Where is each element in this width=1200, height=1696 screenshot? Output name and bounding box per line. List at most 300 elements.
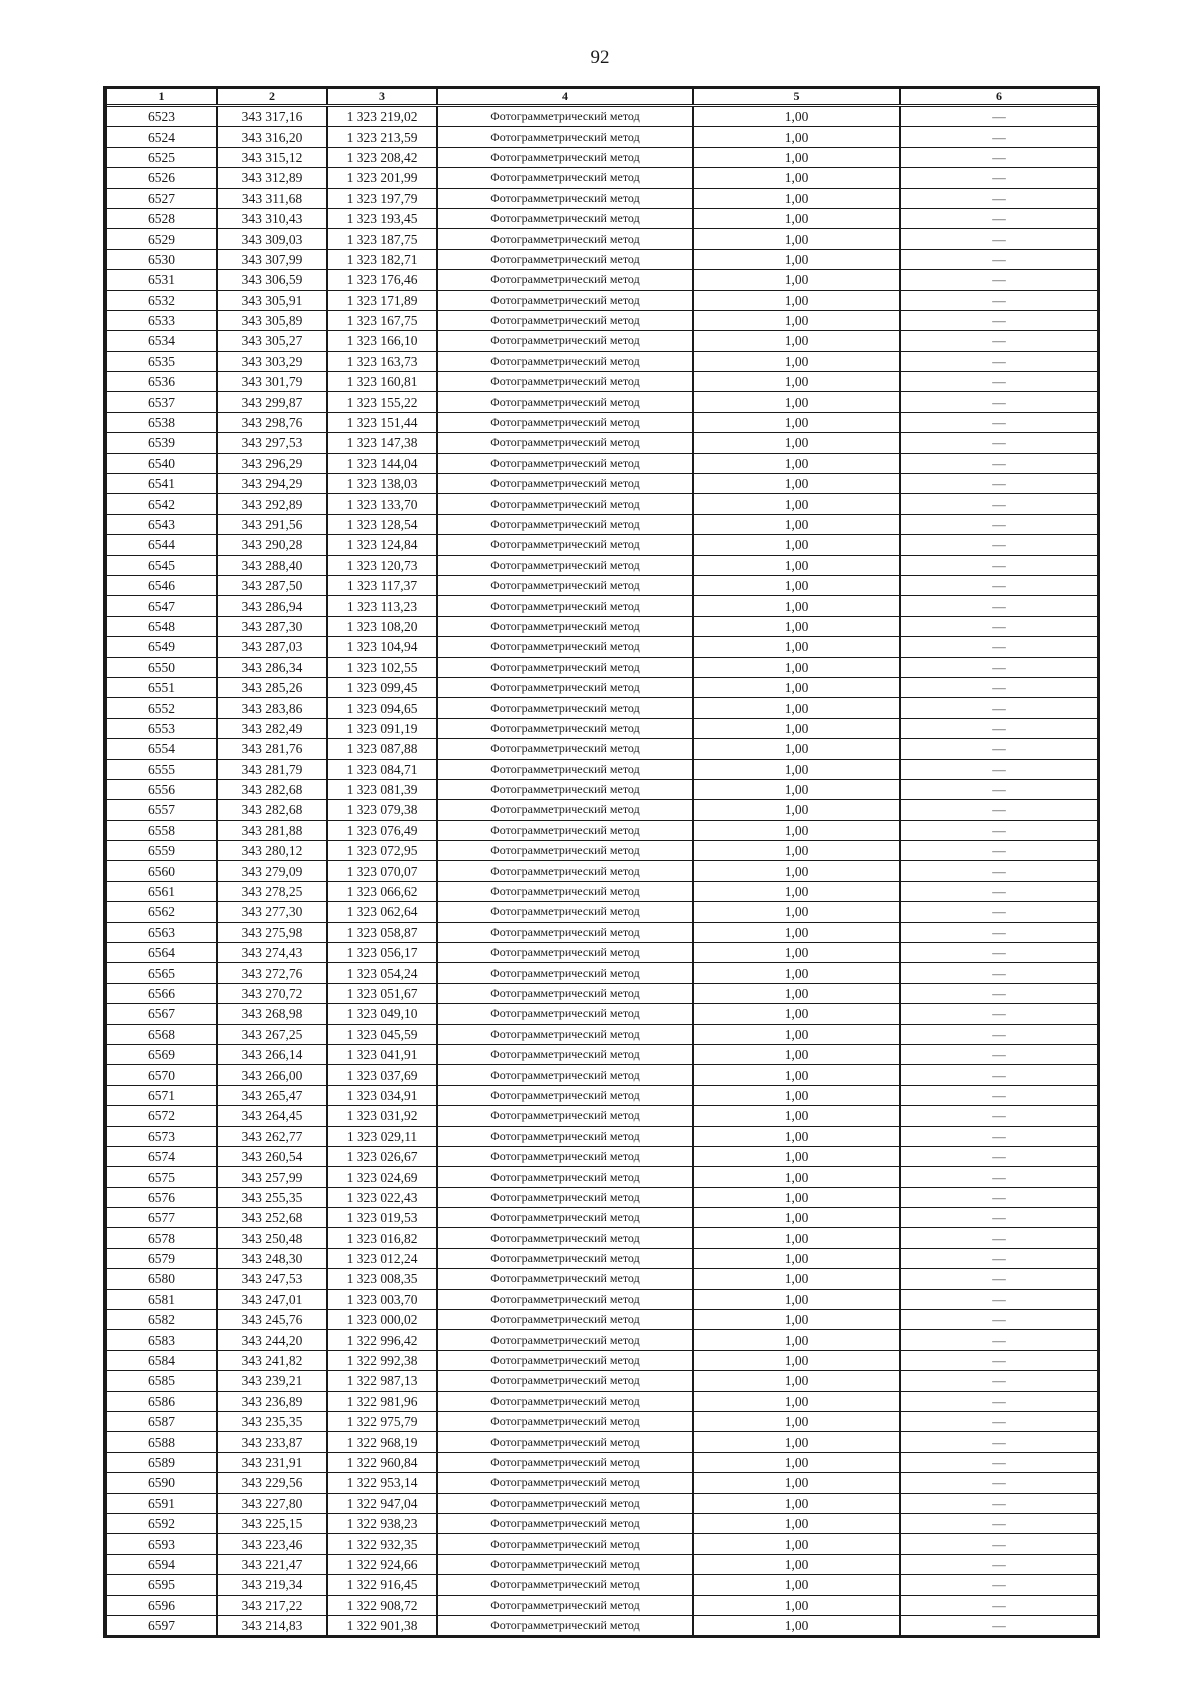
accuracy-cell: 1,00 [693,1248,900,1268]
accuracy-cell: 1,00 [693,208,900,228]
method-cell: Фотограмметрический метод [437,1575,693,1595]
table-row [107,1330,1097,1350]
method-cell: Фотограмметрический метод [437,1330,693,1350]
description-cell: — [900,841,1097,861]
x-coordinate-cell: 343 287,50 [217,575,327,595]
method-cell: Фотограмметрический метод [437,759,693,779]
x-coordinate-cell: 343 310,43 [217,208,327,228]
description-cell: — [900,1208,1097,1228]
table-row [107,1085,1097,1105]
method-cell: Фотограмметрический метод [437,1085,693,1105]
point-number-cell: 6550 [107,657,217,677]
table-row [107,779,1097,799]
y-coordinate-cell: 1 323 041,91 [327,1044,437,1064]
x-coordinate-cell: 343 305,27 [217,331,327,351]
x-coordinate-cell: 343 267,25 [217,1024,327,1044]
accuracy-cell: 1,00 [693,616,900,636]
accuracy-cell: 1,00 [693,1004,900,1024]
description-cell: — [900,290,1097,310]
x-coordinate-cell: 343 279,09 [217,861,327,881]
y-coordinate-cell: 1 322 981,96 [327,1391,437,1411]
description-cell: — [900,535,1097,555]
point-number-cell: 6576 [107,1187,217,1207]
table-row [107,1412,1097,1432]
x-coordinate-cell: 343 264,45 [217,1106,327,1126]
method-cell: Фотограмметрический метод [437,779,693,799]
table-row [107,698,1097,718]
point-number-cell: 6579 [107,1248,217,1268]
table-row [107,1126,1097,1146]
x-coordinate-cell: 343 305,91 [217,290,327,310]
table-row [107,433,1097,453]
y-coordinate-cell: 1 323 108,20 [327,616,437,636]
point-number-cell: 6586 [107,1391,217,1411]
accuracy-cell: 1,00 [693,1615,900,1635]
accuracy-cell: 1,00 [693,1513,900,1533]
y-coordinate-cell: 1 323 133,70 [327,494,437,514]
description-cell: — [992,1618,1006,1634]
method-cell: Фотограмметрический метод [437,718,693,738]
table-row [107,739,1097,759]
x-coordinate-cell: 343 260,54 [217,1146,327,1166]
table-row [107,208,1097,228]
point-number-cell: 6566 [107,983,217,1003]
description-cell: — [900,902,1097,922]
accuracy-cell: 1,00 [693,739,900,759]
accuracy-cell: 1,00 [693,351,900,371]
table-row [107,718,1097,738]
y-coordinate-cell: 1 323 029,11 [327,1126,437,1146]
accuracy-cell: 1,00 [693,759,900,779]
description-cell: — [900,188,1097,208]
method-cell: Фотограмметрический метод [437,555,693,575]
method-cell: Фотограмметрический метод [437,249,693,269]
accuracy-cell: 1,00 [693,1024,900,1044]
point-number-cell: 6532 [107,290,217,310]
y-coordinate-cell: 1 322 975,79 [327,1412,437,1432]
point-number-cell: 6525 [107,147,217,167]
table-row [107,1269,1097,1289]
accuracy-cell: 1,00 [693,514,900,534]
x-coordinate-cell: 343 309,03 [217,229,327,249]
point-number-cell: 6541 [107,474,217,494]
method-cell: Фотограмметрический метод [437,698,693,718]
point-number-cell: 6549 [107,637,217,657]
description-cell: — [900,1554,1097,1574]
point-number-cell: 6585 [107,1371,217,1391]
point-number-cell: 6584 [107,1350,217,1370]
description-cell: — [900,1044,1097,1064]
description-cell: — [900,1330,1097,1350]
x-coordinate-cell: 343 227,80 [217,1493,327,1513]
accuracy-cell: 1,00 [693,861,900,881]
table-row [107,1432,1097,1452]
x-coordinate-cell: 343 245,76 [217,1310,327,1330]
accuracy-cell: 1,00 [693,392,900,412]
accuracy-cell: 1,00 [693,1146,900,1166]
description-cell: — [900,1228,1097,1248]
x-coordinate-cell: 343 287,03 [217,637,327,657]
point-number-cell: 6582 [107,1310,217,1330]
accuracy-cell: 1,00 [693,779,900,799]
accuracy-cell: 1,00 [693,433,900,453]
method-cell: Фотограмметрический метод [437,147,693,167]
description-cell: — [900,474,1097,494]
table-row [107,106,1097,127]
method-cell: Фотограмметрический метод [437,1004,693,1024]
x-coordinate-cell: 343 221,47 [217,1554,327,1574]
description-cell: — [900,1167,1097,1187]
table-row [107,494,1097,514]
description-cell: — [900,392,1097,412]
accuracy-cell: 1,00 [693,1106,900,1126]
accuracy-cell: 1,00 [693,983,900,1003]
table-row [107,168,1097,188]
accuracy-cell: 1,00 [693,698,900,718]
table-row [107,820,1097,840]
point-number-cell: 6581 [107,1289,217,1309]
description-cell: — [900,1024,1097,1044]
description-cell: — [900,270,1097,290]
description-cell: — [900,1126,1097,1146]
x-coordinate-cell: 343 287,30 [217,616,327,636]
point-number-cell: 6524 [107,127,217,147]
description-cell: — [900,1412,1097,1432]
description-cell: — [900,331,1097,351]
x-coordinate-cell: 343 290,28 [217,535,327,555]
accuracy-cell: 1,00 [693,1473,900,1493]
y-coordinate-cell: 1 323 008,35 [327,1269,437,1289]
point-number-cell: 6554 [107,739,217,759]
description-cell: — [900,820,1097,840]
y-coordinate-cell: 1 322 987,13 [327,1371,437,1391]
accuracy-cell: 1,00 [693,1167,900,1187]
x-coordinate-cell: 343 285,26 [217,677,327,697]
accuracy-cell: 1,00 [693,1412,900,1432]
accuracy-cell: 1,00 [693,474,900,494]
x-coordinate-cell: 343 307,99 [217,249,327,269]
accuracy-cell: 1,00 [693,718,900,738]
description-cell: — [900,372,1097,392]
method-cell: Фотограмметрический метод [437,881,693,901]
table-row [107,800,1097,820]
coordinates-table-container [103,86,1100,1638]
header-col-2: 2 [217,89,327,106]
method-cell: Фотограмметрический метод [437,188,693,208]
description-cell: — [900,1106,1097,1126]
method-cell: Фотограмметрический метод [437,433,693,453]
x-coordinate-cell: 343 306,59 [217,270,327,290]
header-col-5: 5 [693,89,900,106]
description-cell: — [900,1004,1097,1024]
description-cell: — [900,229,1097,249]
method-cell: Фотограмметрический метод [437,1432,693,1452]
x-coordinate-cell: 343 257,99 [217,1167,327,1187]
accuracy-cell: 1,00 [693,1371,900,1391]
description-cell: — [900,943,1097,963]
method-cell: Фотограмметрический метод [437,922,693,942]
accuracy-cell: 1,00 [693,106,900,127]
table-row [107,657,1097,677]
y-coordinate-cell: 1 323 124,84 [327,535,437,555]
description-cell: — [900,677,1097,697]
point-number-cell: 6527 [107,188,217,208]
table-row [107,1146,1097,1166]
y-coordinate-cell: 1 323 084,71 [327,759,437,779]
accuracy-cell: 1,00 [693,310,900,330]
header-col-6: 6 [900,89,1097,106]
method-cell: Фотограмметрический метод [437,290,693,310]
y-coordinate-cell: 1 323 213,59 [327,127,437,147]
table-row [107,1493,1097,1513]
point-number-cell: 6572 [107,1106,217,1126]
point-number-cell: 6588 [107,1432,217,1452]
accuracy-cell: 1,00 [693,1452,900,1472]
point-number-cell: 6555 [107,759,217,779]
table-row [107,1473,1097,1493]
point-number-cell: 6580 [107,1269,217,1289]
accuracy-cell: 1,00 [693,1391,900,1411]
description-cell: — [900,147,1097,167]
y-coordinate-cell: 1 322 901,38 [327,1615,437,1635]
table-row [107,1575,1097,1595]
x-coordinate-cell: 343 301,79 [217,372,327,392]
description-cell: — [900,881,1097,901]
y-coordinate-cell: 1 323 171,89 [327,290,437,310]
table-row [107,1554,1097,1574]
point-number-cell: 6560 [107,861,217,881]
description-cell: — [900,657,1097,677]
table-row [107,1065,1097,1085]
accuracy-cell: 1,00 [693,596,900,616]
method-cell: Фотограмметрический метод [437,1473,693,1493]
method-cell: Фотограмметрический метод [437,372,693,392]
method-cell: Фотограмметрический метод [437,1412,693,1432]
y-coordinate-cell: 1 323 182,71 [327,249,437,269]
accuracy-cell: 1,00 [693,453,900,473]
table-row [107,596,1097,616]
method-cell: Фотограмметрический метод [437,739,693,759]
x-coordinate-cell: 343 241,82 [217,1350,327,1370]
description-cell: — [900,555,1097,575]
accuracy-cell: 1,00 [693,229,900,249]
y-coordinate-cell: 1 322 908,72 [327,1595,437,1615]
table-row [107,616,1097,636]
point-number-cell: 6552 [107,698,217,718]
description-cell: — [900,759,1097,779]
point-number-cell: 6587 [107,1412,217,1432]
table-row [107,1004,1097,1024]
y-coordinate-cell: 1 323 045,59 [327,1024,437,1044]
y-coordinate-cell: 1 323 051,67 [327,983,437,1003]
description-cell: — [900,861,1097,881]
header-col-3: 3 [327,89,437,106]
x-coordinate-cell: 343 311,68 [217,188,327,208]
y-coordinate-cell: 1 323 037,69 [327,1065,437,1085]
table-row [107,1391,1097,1411]
point-number-cell: 6529 [107,229,217,249]
x-coordinate-cell: 343 312,89 [217,168,327,188]
accuracy-cell: 1,00 [693,657,900,677]
method-cell: Фотограмметрический метод [437,820,693,840]
description-cell: — [900,1473,1097,1493]
x-coordinate-cell: 343 252,68 [217,1208,327,1228]
y-coordinate-cell: 1 322 968,19 [327,1432,437,1452]
point-number-cell: 6578 [107,1228,217,1248]
description-cell: — [900,779,1097,799]
accuracy-cell: 1,00 [693,1534,900,1554]
point-number-cell: 6574 [107,1146,217,1166]
y-coordinate-cell: 1 323 058,87 [327,922,437,942]
coordinates-table [107,89,1097,1635]
point-number-cell: 6561 [107,881,217,901]
method-cell: Фотограмметрический метод [437,535,693,555]
point-number-cell: 6577 [107,1208,217,1228]
table-row [107,1595,1097,1615]
x-coordinate-cell: 343 244,20 [217,1330,327,1350]
y-coordinate-cell: 1 322 916,45 [327,1575,437,1595]
x-coordinate-cell: 343 233,87 [217,1432,327,1452]
table-row [107,412,1097,432]
y-coordinate-cell: 1 323 087,88 [327,739,437,759]
x-coordinate-cell: 343 297,53 [217,433,327,453]
table-row [107,147,1097,167]
x-coordinate-cell: 343 294,29 [217,474,327,494]
point-number-cell: 6528 [107,208,217,228]
table-row [107,1044,1097,1064]
method-cell: Фотограмметрический метод [437,1248,693,1268]
table-row [107,759,1097,779]
x-coordinate-cell: 343 223,46 [217,1534,327,1554]
table-row [107,1228,1097,1248]
table-row [107,1310,1097,1330]
method-cell: Фотограмметрический метод [437,412,693,432]
accuracy-cell: 1,00 [693,881,900,901]
method-cell: Фотограмметрический метод [437,657,693,677]
table-row [107,474,1097,494]
method-cell: Фотограмметрический метод [437,1534,693,1554]
table-row [107,270,1097,290]
accuracy-cell: 1,00 [693,270,900,290]
description-cell: — [900,1085,1097,1105]
table-row [107,881,1097,901]
accuracy-cell: 1,00 [693,331,900,351]
x-coordinate-cell: 343 315,12 [217,147,327,167]
accuracy-cell: 1,00 [693,1575,900,1595]
x-coordinate-cell: 343 272,76 [217,963,327,983]
method-cell: Фотограмметрический метод [437,1350,693,1370]
accuracy-cell: 1,00 [693,372,900,392]
y-coordinate-cell: 1 323 163,73 [327,351,437,371]
description-cell: — [900,127,1097,147]
x-coordinate-cell: 343 250,48 [217,1228,327,1248]
x-coordinate-cell: 343 229,56 [217,1473,327,1493]
description-cell: — [900,718,1097,738]
method-cell: Фотограмметрический метод [437,1452,693,1472]
table-row [107,372,1097,392]
accuracy-cell: 1,00 [693,1554,900,1574]
header-col-1: 1 [107,89,217,106]
accuracy-cell: 1,00 [693,494,900,514]
table-row [107,127,1097,147]
accuracy-cell: 1,00 [693,1289,900,1309]
point-number-cell: 6592 [107,1513,217,1533]
x-coordinate-cell: 343 281,76 [217,739,327,759]
y-coordinate-cell: 1 323 062,64 [327,902,437,922]
description-cell: — [900,310,1097,330]
y-coordinate-cell: 1 323 022,43 [327,1187,437,1207]
x-coordinate-cell: 343 281,79 [217,759,327,779]
method-cell: Фотограмметрический метод [437,127,693,147]
description-cell: — [900,249,1097,269]
table-row [107,902,1097,922]
point-number-cell: 6533 [107,310,217,330]
description-cell: — [900,1187,1097,1207]
method-cell: Фотограмметрический метод [437,677,693,697]
y-coordinate-cell: 1 323 160,81 [327,372,437,392]
x-coordinate-cell: 343 303,29 [217,351,327,371]
y-coordinate-cell: 1 323 070,07 [327,861,437,881]
x-coordinate-cell: 343 305,89 [217,310,327,330]
point-number-cell: 6591 [107,1493,217,1513]
method-cell: Фотограмметрический метод [437,1269,693,1289]
accuracy-cell: 1,00 [693,1208,900,1228]
y-coordinate-cell: 1 323 049,10 [327,1004,437,1024]
table-row [107,983,1097,1003]
method-cell: Фотограмметрический метод [437,861,693,881]
point-number-cell: 6597 [107,1615,217,1635]
x-coordinate-cell: 343 275,98 [217,922,327,942]
accuracy-cell: 1,00 [693,1044,900,1064]
point-number-cell: 6565 [107,963,217,983]
description-cell: — [900,1452,1097,1472]
description-cell: — [900,637,1097,657]
description-cell: — [900,963,1097,983]
x-coordinate-cell: 343 283,86 [217,698,327,718]
point-number-cell: 6596 [107,1595,217,1615]
accuracy-cell: 1,00 [693,127,900,147]
point-number-cell: 6546 [107,575,217,595]
table-row [107,249,1097,269]
point-number-cell: 6556 [107,779,217,799]
point-number-cell: 6569 [107,1044,217,1064]
point-number-cell: 6557 [107,800,217,820]
accuracy-cell: 1,00 [693,800,900,820]
table-row [107,1024,1097,1044]
method-cell: Фотограмметрический метод [437,575,693,595]
accuracy-cell: 1,00 [693,168,900,188]
table-row [107,188,1097,208]
accuracy-cell: 1,00 [693,820,900,840]
x-coordinate-cell: 343 217,22 [217,1595,327,1615]
y-coordinate-cell: 1 323 144,04 [327,453,437,473]
y-coordinate-cell: 1 323 201,99 [327,168,437,188]
point-number-cell: 6548 [107,616,217,636]
y-coordinate-cell: 1 323 219,02 [327,106,437,127]
y-coordinate-cell: 1 323 176,46 [327,270,437,290]
table-row [107,514,1097,534]
x-coordinate-cell: 343 298,76 [217,412,327,432]
accuracy-cell: 1,00 [693,412,900,432]
method-cell: Фотограмметрический метод [437,310,693,330]
point-number-cell: 6590 [107,1473,217,1493]
point-number-cell: 6571 [107,1085,217,1105]
x-coordinate-cell: 343 231,91 [217,1452,327,1472]
y-coordinate-cell: 1 323 147,38 [327,433,437,453]
accuracy-cell: 1,00 [693,902,900,922]
point-number-cell: 6538 [107,412,217,432]
y-coordinate-cell: 1 323 031,92 [327,1106,437,1126]
